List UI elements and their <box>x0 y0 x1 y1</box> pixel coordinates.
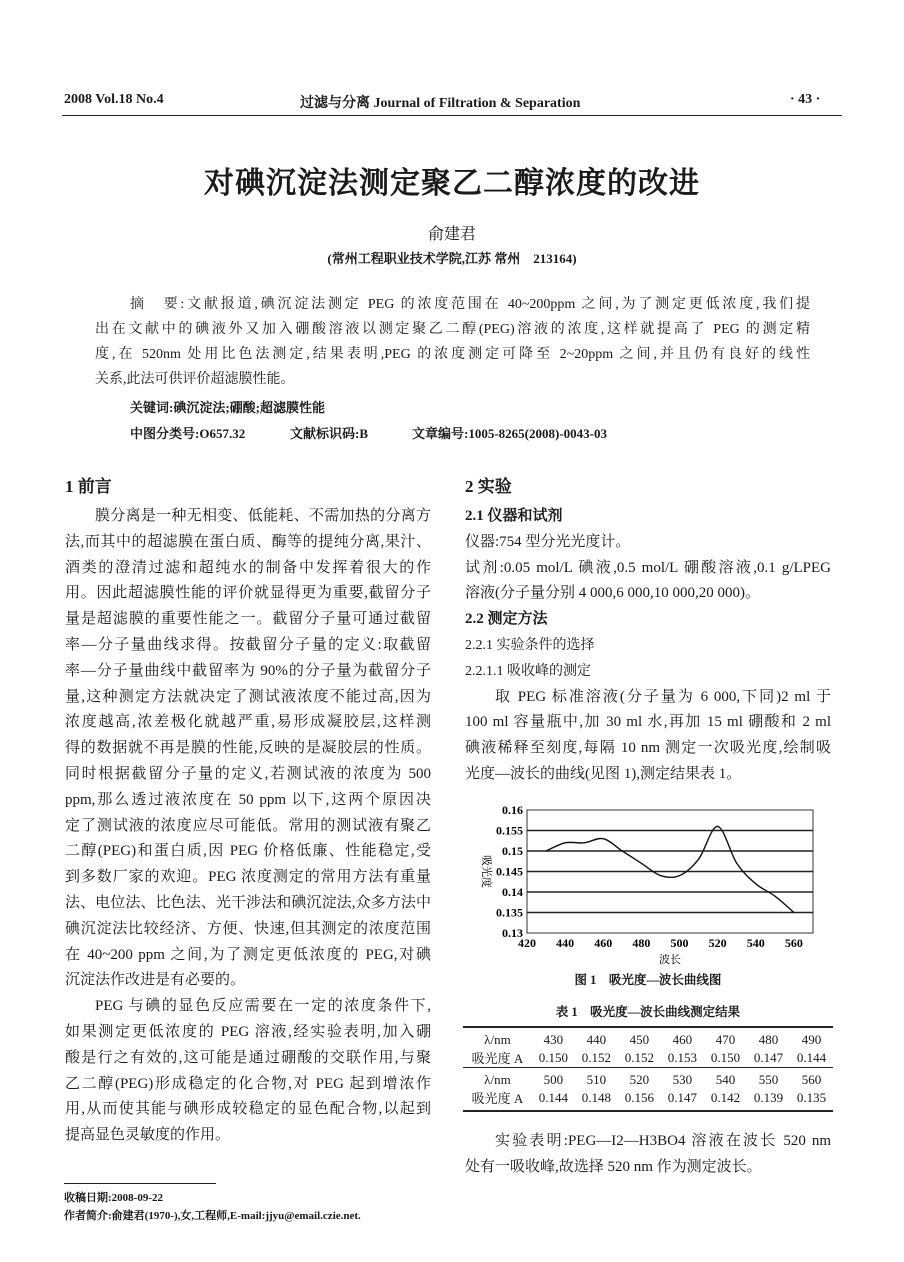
document-code: 文献标识码:B <box>290 426 369 441</box>
text-line: 酒类的澄清过滤和超纯水的制备中发挥着很大的作 <box>65 559 431 576</box>
text-line: 碘液稀释至刻度,每隔 10 nm 测定一次吸光度,绘制吸 <box>465 740 831 757</box>
data-point <box>774 896 775 897</box>
table-cell: 0.150 <box>538 1049 568 1065</box>
received-date: 收稿日期:2008-09-22 <box>64 1192 163 1204</box>
text-line: 用。因此超滤膜性能的评价就显得更为重要,截留分子 <box>65 585 431 602</box>
author-bio: 作者简介:俞建君(1970-),女,工程师,E-mail:jjyu@email.czie.net. <box>64 1210 361 1222</box>
data-point <box>755 883 756 884</box>
data-point <box>679 875 680 876</box>
text-line: 法、电位法、比色法、光干涉法和碘沉淀法,众多方法中 <box>65 894 431 911</box>
y-tick-label: 0.15 <box>502 844 523 858</box>
subsection-heading: 2.2 测定方法 <box>465 611 548 628</box>
section-heading: 1 前言 <box>65 477 112 496</box>
table-cell: 490 <box>790 1027 833 1048</box>
x-tick-label: 420 <box>518 936 536 950</box>
text-line: 率—分子量曲线求得。按截留分子量的定义:取截留 <box>65 636 431 653</box>
table-cell: 0.135 <box>790 1088 833 1111</box>
absorbance-series-line <box>546 826 794 912</box>
y-tick-label: 0.145 <box>496 864 523 879</box>
text-line: 浓度越高,浓差极化就越严重,易形成凝胶层,这样测 <box>65 714 431 731</box>
text-line: 溶液(分子量分别 4 000,6 000,10 000,20 000)。 <box>465 585 760 602</box>
table-cell: 440 <box>575 1027 618 1048</box>
text-line: 同时根据截留分子量的定义,若测试液的浓度为 500 <box>65 765 431 782</box>
page-number: · 43 · <box>790 92 821 107</box>
table-cell: 0.142 <box>704 1088 747 1111</box>
text-line: 乙二醇(PEG)形成稳定的化合物,对 PEG 起到增浓作 <box>65 1075 431 1092</box>
abstract-line: 关系,此法可供评价超滤膜性能。 <box>95 372 295 387</box>
text-line: PEG 与碘的显色反应需要在一定的浓度条件下, <box>95 998 431 1015</box>
text-line: 酸是行之有效的,这可能是通过硼酸的交联作用,与聚 <box>65 1049 431 1066</box>
data-point <box>565 842 566 843</box>
keywords: 关键词:碘沉淀法;硼酸;超滤膜性能 <box>130 400 325 415</box>
table-cell: 0.139 <box>747 1088 790 1111</box>
conclusion <box>465 1129 831 1181</box>
text-line: 处有一吸收峰,故选择 520 nm 作为测定波长。 <box>465 1158 762 1175</box>
text-line: 实验表明:PEG—I2—H3BO4 溶液在波长 520 nm <box>495 1133 831 1149</box>
x-tick-label: 560 <box>784 936 803 950</box>
text-line: 在 40~200 ppm 之间,为了测定更低浓度的 PEG,对碘 <box>65 946 431 963</box>
table-cell: 430 <box>532 1027 575 1048</box>
row-label: λ/nm <box>463 1068 532 1089</box>
affiliation: (常州工程职业技术学院,江苏 常州 213164) <box>327 251 577 266</box>
issue-info: 2008 Vol.18 No.4 <box>64 92 164 107</box>
table-cell: 530 <box>661 1068 704 1089</box>
text-line: 法,而其中的超滤膜在蛋白质、酶等的提纯分离,果汁、 <box>65 533 431 550</box>
text-line: 碘沉淀法比较经济、方便、快速,但其测定的浓度范围 <box>65 920 431 937</box>
left-column <box>65 470 431 1149</box>
text-line: 试剂:0.05 mol/L 碘液,0.5 mol/L 硼酸溶液,0.1 g/LPEG <box>465 559 831 576</box>
table-cell: 480 <box>747 1027 790 1048</box>
figure-caption: 图 1 吸光度—波长曲线图 <box>574 973 722 987</box>
author: 俞建君 <box>427 226 476 243</box>
x-axis-label: 波长 <box>659 954 681 966</box>
table-cell: 0.153 <box>667 1049 698 1065</box>
table-cell: 500 <box>532 1068 575 1089</box>
paper-title: 对碘沉淀法测定聚乙二醇浓度的改进 <box>204 167 700 200</box>
data-point <box>603 838 604 839</box>
text-line: 用,从而使其能与碘形成较稳定的显色配合物,以起到 <box>65 1101 431 1118</box>
data-point <box>698 859 699 860</box>
text-line: 到多数厂家的欢迎。PEG 浓度测定的常用方法有重量 <box>65 869 431 886</box>
table-cell: 520 <box>618 1068 661 1089</box>
table-cell: 0.144 <box>796 1049 827 1065</box>
row-label: 吸光度 A <box>471 1051 524 1066</box>
data-point <box>584 842 585 843</box>
row-label: λ/nm <box>463 1027 532 1048</box>
x-tick-label: 520 <box>708 936 727 950</box>
x-tick-label: 440 <box>556 936 575 950</box>
subsubsection-heading: 2.2.1 实验条件的选择 <box>465 637 595 653</box>
text-line: 如果测定更低浓度的 PEG 溶液,经实验表明,加入硼 <box>65 1023 431 1040</box>
table-cell: 560 <box>790 1068 833 1089</box>
table-cell: 540 <box>704 1068 747 1089</box>
table-cell: 0.152 <box>581 1049 612 1065</box>
absorbance-wavelength-chart <box>465 800 845 970</box>
table-cell: 0.147 <box>753 1049 784 1065</box>
x-tick-label: 460 <box>594 936 613 950</box>
section-heading: 2 实验 <box>465 477 512 496</box>
abstract-line: 度,在 520nm 处用比色法测定,结果表明,PEG 的浓度测定可降至 2~20ppm 之间,并且仍有良好的线性 <box>95 347 810 362</box>
x-tick-label: 540 <box>746 936 765 950</box>
text-line: 量,这种测定方法就决定了测试液浓度不能过高,因为 <box>65 688 431 705</box>
data-point <box>793 912 794 913</box>
data-point <box>622 850 623 851</box>
table-cell: 470 <box>704 1027 747 1048</box>
data-point <box>641 863 642 864</box>
table-cell: 0.147 <box>661 1088 704 1111</box>
data-point <box>545 850 546 851</box>
header-rule <box>62 115 842 116</box>
subsubsection-heading: 2.2.1.1 吸收峰的测定 <box>465 663 591 679</box>
results-table <box>463 1026 833 1112</box>
text-line: 膜分离是一种无相变、低能耗、不需加热的分离方 <box>95 508 431 524</box>
text-line: 沉淀法作改进是有必要的。 <box>65 972 246 989</box>
x-tick-label: 500 <box>670 936 689 950</box>
y-tick-label: 0.14 <box>502 885 523 899</box>
y-tick-label: 0.16 <box>502 803 523 817</box>
y-tick-label: 0.155 <box>496 823 523 838</box>
text-line: 率—分子量曲线中截留率为 90%的分子量为截留分子 <box>65 662 431 679</box>
text-line: ppm,那么透过液浓度在 50 ppm 以下,这两个原因决 <box>65 791 431 808</box>
subsection-heading: 2.1 仪器和试剂 <box>465 508 563 524</box>
y-tick-label: 0.13 <box>502 926 523 940</box>
table-cell: 0.148 <box>575 1088 618 1111</box>
table-caption: 表 1 吸光度—波长曲线测定结果 <box>555 1005 741 1019</box>
x-tick-label: 480 <box>632 936 651 950</box>
text-line: 光度—波长的曲线(见图 1),测定结果表 1。 <box>465 765 742 782</box>
table-cell: 0.150 <box>710 1049 741 1065</box>
text-line: 量是超滤膜的重要性能之一。截留分子量可通过截留 <box>65 611 431 628</box>
text-line: 提高显色灵敏度的作用。 <box>65 1127 231 1144</box>
text-line: 二醇(PEG)和蛋白质,因 PEG 价格低廉、性能稳定,受 <box>65 843 431 860</box>
text-line: 仪器:754 型分光光度计。 <box>465 533 631 550</box>
table-cell: 450 <box>618 1027 661 1048</box>
right-column <box>465 470 831 788</box>
table-cell: 550 <box>747 1068 790 1089</box>
abstract <box>95 292 810 392</box>
data-point <box>736 863 737 864</box>
journal-name: 过滤与分离 Journal of Filtration & Separation <box>300 96 581 111</box>
data-point <box>717 826 718 827</box>
table-cell: 0.144 <box>532 1088 575 1111</box>
text-line: 100 ml 容量瓶中,加 30 ml 水,再加 15 ml 硼酸和 2 ml <box>465 714 831 731</box>
table-cell: 0.156 <box>618 1088 661 1111</box>
table-cell: 510 <box>575 1068 618 1089</box>
y-axis-label: 吸光度 <box>480 855 492 888</box>
text-line: 定了测试液的浓度应尽可能低。常用的测试液有聚乙 <box>65 817 431 834</box>
text-line: 取 PEG 标准溶液(分子量为 6 000,下同)2 ml 于 <box>495 688 831 705</box>
abstract-line: 出在文献中的碘液外又加入硼酸溶液以测定聚乙二醇(PEG)溶液的浓度,这样就提高了 PEG 的测定精 <box>95 322 810 337</box>
footnote-rule <box>64 1183 216 1184</box>
table-cell: 0.152 <box>624 1049 655 1065</box>
row-label: 吸光度 A <box>463 1088 532 1111</box>
clc-number: 中图分类号:O657.32 <box>130 426 246 441</box>
abstract-line: 摘 要:文献报道,碘沉淀法测定 PEG 的浓度范围在 40~200ppm 之间,为了测定更低浓度,我们提 <box>130 297 810 312</box>
data-point <box>660 875 661 876</box>
y-tick-label: 0.135 <box>496 905 523 920</box>
text-line: 得的数据就不再是膜的性能,反映的是凝胶层的性质。 <box>65 740 431 757</box>
article-number: 文章编号:1005-8265(2008)-0043-03 <box>412 426 607 441</box>
table-cell: 460 <box>661 1027 704 1048</box>
